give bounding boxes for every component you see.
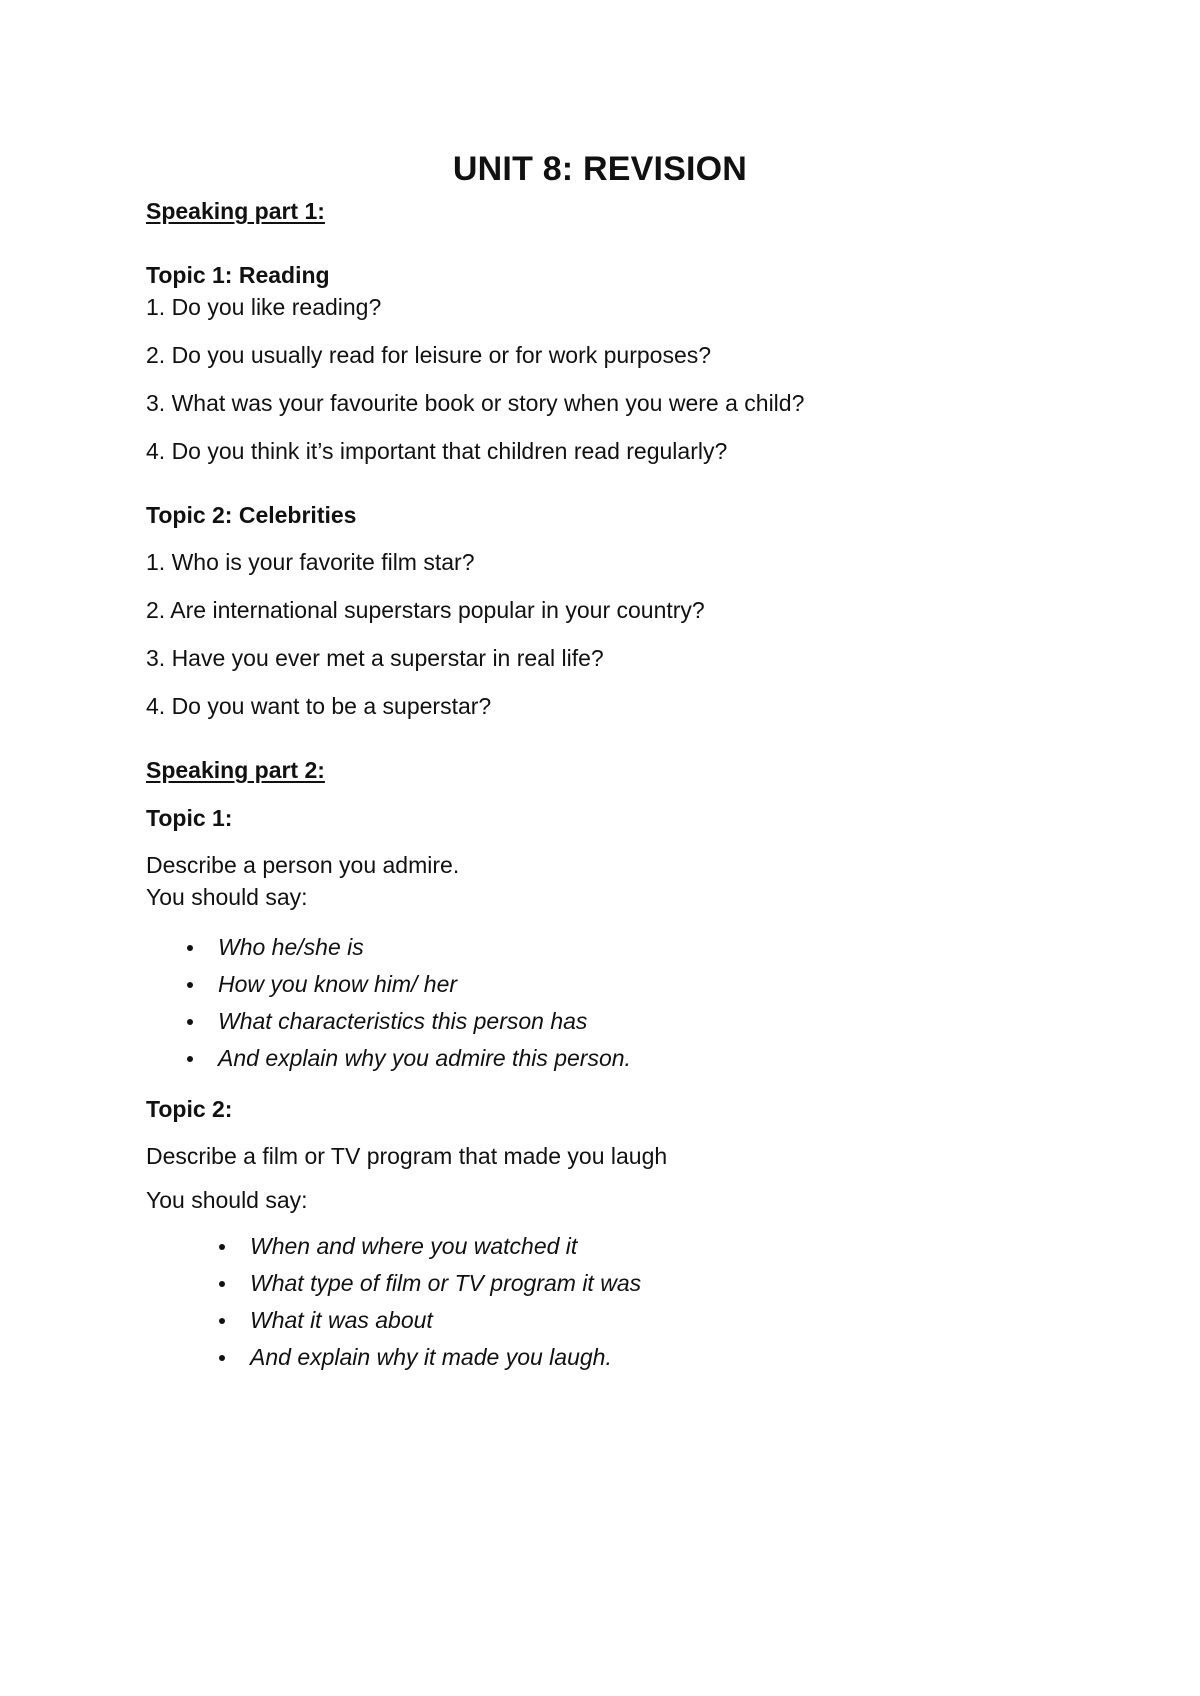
bullet-icon	[187, 982, 193, 988]
part2-topic1-prompt: Describe a person you admire.	[146, 852, 460, 878]
bullet-icon	[187, 1056, 193, 1062]
speaking-part-2-heading: Speaking part 2:	[146, 757, 325, 783]
part1-topic1-question: 3. What was your favourite book or story when you were a child?	[146, 390, 805, 416]
part2-topic2-bullet: What it was about	[250, 1307, 433, 1333]
speaking-part-1-heading: Speaking part 1:	[146, 198, 325, 224]
part2-topic1-bullet: And explain why you admire this person.	[218, 1045, 631, 1071]
bullet-icon	[219, 1244, 225, 1250]
part2-topic2-bullet: When and where you watched it	[250, 1233, 578, 1259]
part2-topic1-heading: Topic 1:	[146, 805, 233, 831]
part1-topic1-question: 2. Do you usually read for leisure or for work purposes?	[146, 342, 712, 368]
part2-topic2-should-say: You should say:	[146, 1187, 308, 1213]
part2-topic1-should-say: You should say:	[146, 884, 308, 910]
part2-topic2-prompt: Describe a film or TV program that made you laugh	[146, 1143, 668, 1169]
bullet-icon	[187, 1019, 193, 1025]
part2-topic1-bullet: How you know him/ her	[218, 971, 458, 997]
part1-topic2-question: 2. Are international superstars popular in your country?	[146, 597, 705, 623]
part1-topic2-question: 4. Do you want to be a superstar?	[146, 693, 492, 719]
part2-topic2-bullet: And explain why it made you laugh.	[250, 1344, 612, 1370]
bullet-icon	[187, 945, 193, 951]
page-title: UNIT 8: REVISION	[452, 150, 748, 188]
part1-topic2-question: 3. Have you ever met a superstar in real life?	[146, 645, 604, 671]
part1-topic1-question: 4. Do you think it’s important that children read regularly?	[146, 438, 728, 464]
bullet-icon	[219, 1281, 225, 1287]
part1-topic2-heading: Topic 2: Celebrities	[146, 502, 357, 528]
part1-topic1-question: 1. Do you like reading?	[146, 294, 382, 320]
bullet-icon	[219, 1318, 225, 1324]
part2-topic1-bullet: What characteristics this person has	[218, 1008, 588, 1034]
bullet-icon	[219, 1355, 225, 1361]
part1-topic1-heading: Topic 1: Reading	[146, 262, 330, 288]
part1-topic2-question: 1. Who is your favorite film star?	[146, 549, 475, 575]
part2-topic2-heading: Topic 2:	[146, 1096, 233, 1122]
part2-topic2-bullet: What type of film or TV program it was	[250, 1270, 642, 1296]
part2-topic1-bullet: Who he/she is	[218, 934, 364, 960]
